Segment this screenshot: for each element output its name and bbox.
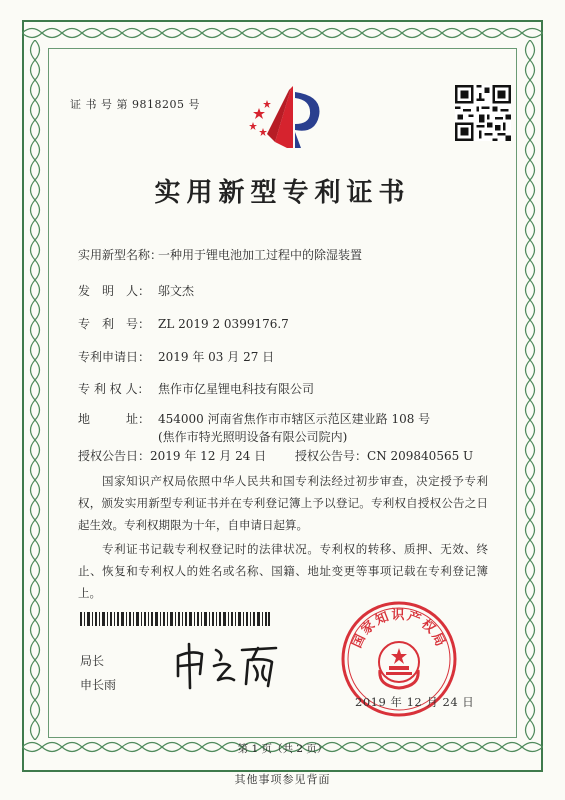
field-address — [78, 410, 438, 446]
legal-status-paragraph: 专利证书记载专利权登记时的法律状况。专利权的转移、质押、无效、终止、恢复和专利权人的姓名或名称、国籍、地址变更等事项记载在专利登记簿上。 — [78, 542, 488, 600]
seal-text: 国家知识产权局 — [349, 608, 449, 651]
barcode-icon — [80, 612, 270, 626]
field-grant-number-label: 授权公告号： — [295, 449, 368, 463]
field-inventor-value: 邬文杰 — [158, 284, 195, 298]
field-model-name-value: 一种用于锂电池加工过程中的除湿装置 — [158, 248, 363, 262]
field-patent-number-label: 专 利 号： — [78, 317, 151, 331]
field-inventor-label: 发 明 人： — [78, 284, 151, 298]
field-filing-date-label: 专利申请日： — [78, 350, 151, 364]
field-model-name-label: 实用新型名称： — [78, 248, 163, 262]
certificate-number: 证 书 号 第 9818205 号 — [70, 98, 200, 111]
ornament-border-left — [26, 40, 44, 740]
field-grant-number-value: CN 209840565 U — [367, 449, 474, 463]
field-grant-date-label: 授权公告日： — [78, 449, 151, 463]
cnipa-logo-icon — [245, 82, 325, 152]
field-patent-number-value: ZL 2019 2 0399176.7 — [158, 317, 289, 331]
field-address-value: 454000 河南省焦作市市辖区示范区建业路 108 号(焦作市特光照明设备有限公司院内) — [158, 412, 431, 444]
footer-note: 其他事项参见背面 — [234, 773, 331, 786]
field-filing-date-value: 2019 年 03 月 27 日 — [158, 350, 275, 364]
seal-date: 2019 年 12 月 24 日 — [355, 695, 475, 709]
field-inventor — [78, 282, 194, 299]
field-grant-date-value: 2019 年 12 月 24 日 — [150, 449, 267, 463]
field-patent-number — [78, 315, 289, 332]
director-title: 局长 — [80, 654, 105, 668]
ornament-border-right — [521, 40, 539, 740]
director-signature-icon — [172, 636, 282, 692]
qr-code-icon — [455, 85, 511, 141]
field-address-label: 地 址： — [78, 412, 151, 426]
field-grant-number — [295, 447, 473, 464]
field-grant-date — [78, 447, 266, 464]
field-patentee — [78, 380, 314, 397]
grant-statement-paragraph: 国家知识产权局依照中华人民共和国专利法经过初步审查，决定授予专利权，颁发实用新型专利证书并在专利登记簿上予以登记。专利权自授权公告之日起生效。专利权期限为十年，自申请日起算。 — [78, 474, 488, 532]
page-indicator: 第 1 页（共 2 页） — [237, 743, 328, 755]
field-filing-date — [78, 348, 274, 365]
certificate-title: 实用新型专利证书 — [154, 178, 411, 208]
field-patentee-label: 专 利 权 人： — [78, 382, 150, 396]
director-name: 申长雨 — [80, 678, 117, 692]
field-model-name — [78, 246, 362, 263]
field-patentee-value: 焦作市亿星锂电科技有限公司 — [158, 382, 315, 396]
ornament-border-top — [22, 24, 543, 42]
